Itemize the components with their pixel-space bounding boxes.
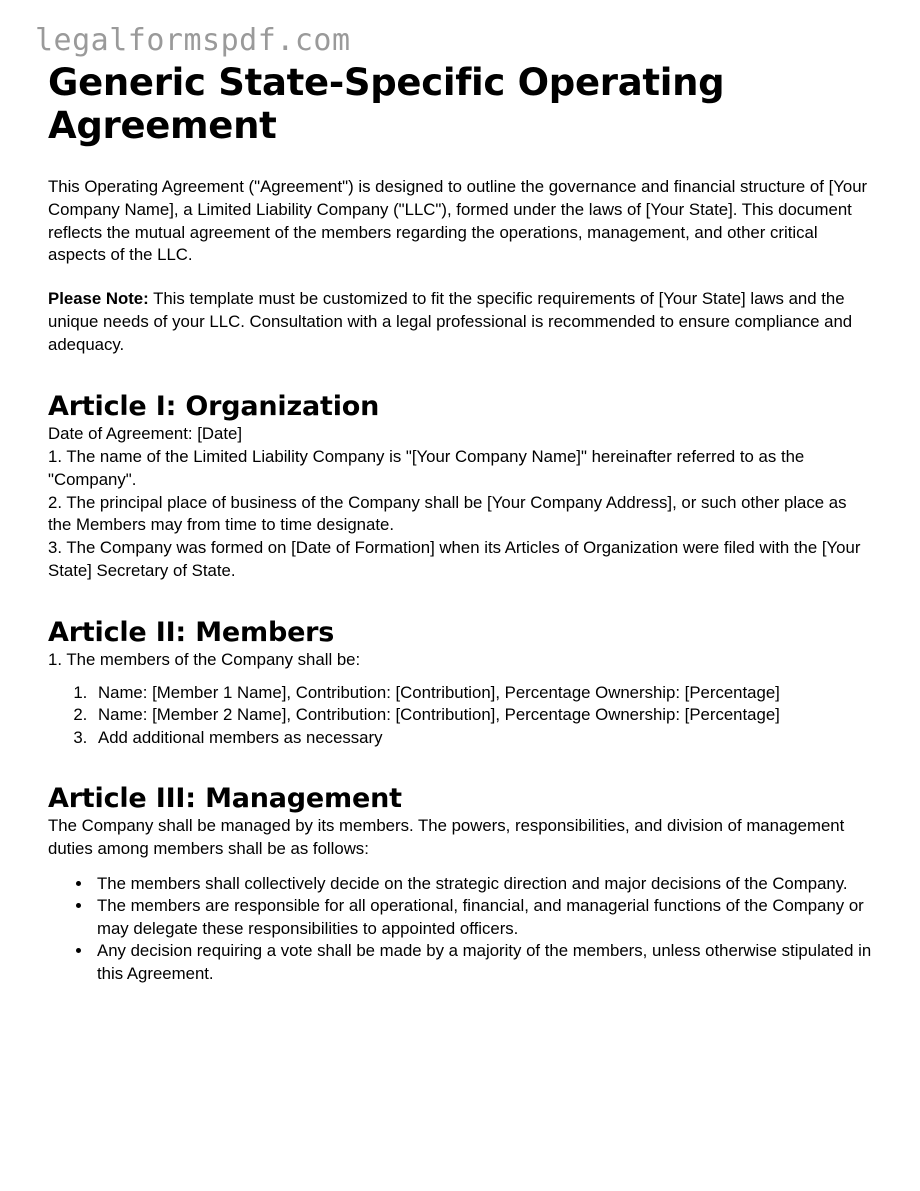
document-content xyxy=(48,62,874,985)
list-item: 1. Name: [Member 1 Name], Contribution: [Contribution], Percentage Ownership: [Percentage] xyxy=(92,682,874,704)
intro-paragraph: This Operating Agreement ("Agreement") is designed to outline the governance and financial structure of [Your Company Name], a Limited Liability Company ("LLC"), formed under the laws of [Your State]. This document reflects the mutual agreement of the members regarding the operations, management, and other critical aspects of the LLC. xyxy=(48,176,868,265)
article-1-item-3: 3. The Company was formed on [Date of Formation] when its Articles of Organization were filed with the [Your State] Secretary of State. xyxy=(48,538,861,581)
article-2-member-list xyxy=(48,682,874,749)
please-note-paragraph xyxy=(48,288,874,357)
list-item: • The members shall collectively decide on the strategic direction and major decisions of the Company. xyxy=(93,873,874,896)
intro-section xyxy=(48,176,874,357)
list-item: 2. Name: [Member 2 Name], Contribution: [Contribution], Percentage Ownership: [Percentage] xyxy=(92,704,874,726)
article-2-lead-in: 1. The members of the Company shall be: xyxy=(48,650,361,670)
list-item: • Any decision requiring a vote shall be made by a majority of the members, unless otherwise stipulated in this Agreement. xyxy=(93,940,874,985)
please-note-label: Please Note: xyxy=(48,289,149,309)
article-3-lead-in: The Company shall be managed by its members. The powers, responsibilities, and division of management duties among members shall be as follows: xyxy=(48,816,845,858)
article-3-heading: Article III: Management xyxy=(48,782,402,814)
article-1-heading: Article I: Organization xyxy=(48,390,380,422)
article-2-heading: Article II: Members xyxy=(48,617,335,649)
list-item: • The members are responsible for all operational, financial, and managerial functions of the Company or may delegate these responsibilities to appointed officers. xyxy=(93,895,874,940)
article-1-item-1: 1. The name of the Limited Liability Company is "[Your Company Name]" hereinafter referred to as the "Company". xyxy=(48,446,805,489)
list-item: 3. Add additional members as necessary xyxy=(92,727,874,749)
site-watermark: legalformspdf.com xyxy=(35,23,351,58)
page-title: Generic State-Specific Operating Agreement xyxy=(48,61,725,147)
please-note-text: This template must be customized to fit the specific requirements of [Your State] laws and the unique needs of your LLC. Consultation with a legal professional is recommended to ensure compliance and adequacy. xyxy=(48,289,853,354)
article-1-date-line: Date of Agreement: [Date] xyxy=(48,424,243,444)
article-3-duties-list xyxy=(48,873,874,986)
article-1-item-2: 2. The principal place of business of the Company shall be [Your Company Address], or such other place as the Members may from time to time designate. xyxy=(48,492,847,535)
